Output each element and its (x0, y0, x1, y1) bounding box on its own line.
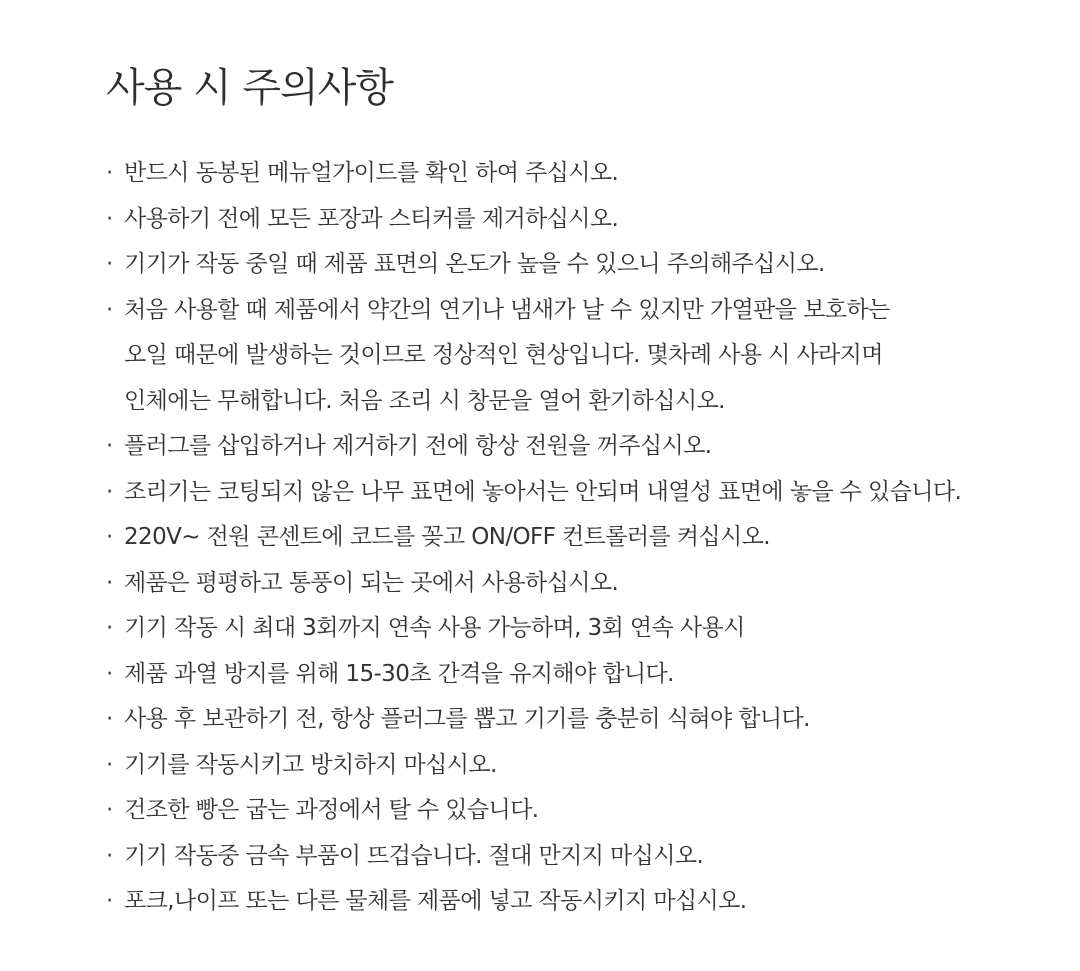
list-item (106, 561, 1016, 607)
list-item (106, 288, 1016, 425)
page-title: 사용 시 주의사항 (106, 65, 393, 111)
list-item (106, 879, 1016, 925)
list-item-text: · 사용 후 보관하기 전, 항상 플러그를 뽑고 기기를 충분히 식혀야 합니다. (124, 706, 810, 732)
list-item-text: · 플러그를 삽입하거나 제거하기 전에 항상 전원을 꺼주십시오. (124, 433, 712, 459)
list-item-text: · 포크,나이프 또는 다른 물체를 제품에 넣고 작동시키지 마십시오. (124, 888, 747, 914)
list-item (106, 151, 1016, 197)
list-item-text: 오일 때문에 발생하는 것이므로 정상적인 현상입니다. 몇차례 사용 시 사라지며 (124, 342, 883, 368)
list-item-text: · 기기를 작동시키고 방치하지 마십시오. (124, 751, 497, 778)
list-item-text: · 220V~ 전원 콘센트에 코드를 꽂고 ON/OFF 컨트롤러를 켜십시오. (124, 524, 770, 550)
caution-list (106, 151, 1016, 925)
list-item (106, 424, 1016, 470)
list-item-text: · 기기가 작동 중일 때 제품 표면의 온도가 높을 수 있으니 주의해주십시오. (124, 251, 825, 277)
list-item (106, 834, 1016, 880)
list-item (106, 515, 1016, 561)
list-item-text: · 기기 작동중 금속 부품이 뜨겁습니다. 절대 만지지 마십시오. (124, 842, 704, 869)
list-item (106, 197, 1016, 243)
list-item-text: · 건조한 빵은 굽는 과정에서 탈 수 있습니다. (124, 797, 539, 823)
list-item-text: · 처음 사용할 때 제품에서 약간의 연기나 냄새가 날 수 있지만 가열판을 보호하는 (124, 296, 890, 323)
list-item-text: · 반드시 동봉된 메뉴얼가이드를 확인 하여 주십시오. (124, 160, 619, 186)
list-item (106, 242, 1016, 288)
list-item-text: 인체에는 무해합니다. 처음 조리 시 창문을 열어 환기하십시오. (124, 387, 725, 414)
list-item-text: · 기기 작동 시 최대 3회까지 연속 사용 가능하며, 3회 연속 사용시 (124, 615, 745, 641)
list-item (106, 697, 1016, 743)
list-item (106, 652, 1016, 698)
list-item-text: · 제품 과열 방지를 위해 15-30초 간격을 유지해야 합니다. (124, 660, 674, 687)
list-item-text: · 사용하기 전에 모든 포장과 스티커를 제거하십시오. (124, 205, 619, 232)
list-item (106, 606, 1016, 652)
list-item (106, 743, 1016, 789)
list-item-text: · 조리기는 코팅되지 않은 나무 표면에 놓아서는 안되며 내열성 표면에 놓을 수 있습니다. (124, 478, 962, 505)
list-item-text: · 제품은 평평하고 통풍이 되는 곳에서 사용하십시오. (124, 569, 619, 596)
list-item (106, 470, 1016, 516)
list-item (106, 788, 1016, 834)
